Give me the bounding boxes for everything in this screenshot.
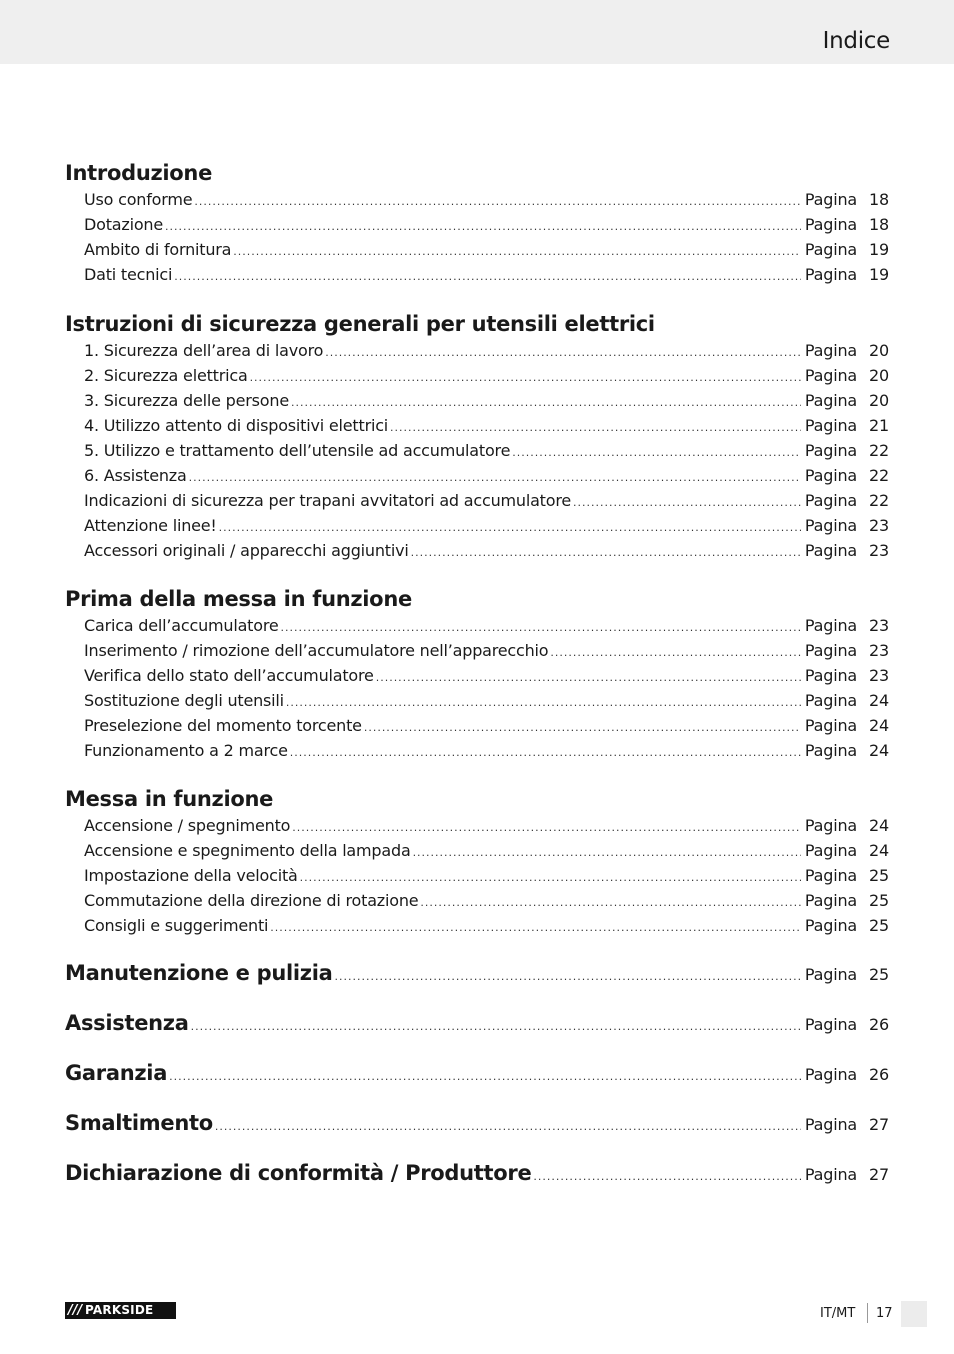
dot-leader bbox=[376, 665, 801, 690]
pagina-label: Pagina bbox=[804, 391, 857, 410]
page-number: 26 bbox=[869, 1015, 889, 1034]
toc-main-entry-label: Manutenzione e pulizia bbox=[65, 961, 333, 985]
section-title-introduzione: Introduzione bbox=[65, 161, 213, 185]
toc-entry[interactable] bbox=[65, 888, 889, 913]
pagina-label: Pagina bbox=[804, 541, 857, 560]
dot-leader bbox=[291, 390, 801, 415]
toc-main-entry[interactable] bbox=[65, 961, 889, 986]
toc-entry[interactable] bbox=[65, 212, 889, 237]
dot-leader bbox=[334, 964, 800, 989]
page-number: 20 bbox=[869, 341, 889, 360]
pagina-label: Pagina bbox=[804, 691, 857, 710]
toc-entry-label: Preselezione del momento torcente bbox=[84, 716, 362, 735]
page-number: 18 bbox=[869, 190, 889, 209]
section-title-messa-in-funzione: Messa in funzione bbox=[65, 787, 274, 811]
pagina-label: Pagina bbox=[804, 1015, 857, 1034]
dot-leader bbox=[533, 1164, 800, 1189]
pagina-label: Pagina bbox=[804, 1115, 857, 1134]
dot-leader bbox=[420, 890, 800, 915]
page-number: 27 bbox=[869, 1165, 889, 1184]
pagina-label: Pagina bbox=[804, 441, 857, 460]
toc-entry[interactable] bbox=[65, 638, 889, 663]
toc-entry-label: Inserimento / rimozione dell’accumulatore nell’apparecchio bbox=[84, 641, 549, 660]
dot-leader bbox=[215, 1114, 801, 1139]
dot-leader bbox=[290, 740, 801, 765]
toc-entry-label: Carica dell’accumulatore bbox=[84, 616, 279, 635]
page-number: 23 bbox=[869, 666, 889, 685]
header-band bbox=[0, 0, 954, 64]
toc-entry-label: Funzionamento a 2 marce bbox=[84, 741, 288, 760]
pagina-label: Pagina bbox=[804, 366, 857, 385]
footer-box bbox=[901, 1301, 927, 1327]
toc-entry-label: Commutazione della direzione di rotazione bbox=[84, 891, 419, 910]
dot-leader bbox=[250, 365, 801, 390]
toc-main-entry[interactable] bbox=[65, 1111, 889, 1136]
toc-entry-label: 4. Utilizzo attento di dispositivi elettrici bbox=[84, 416, 389, 435]
toc-entry-label: 3. Sicurezza delle persone bbox=[84, 391, 289, 410]
page-number: 20 bbox=[869, 366, 889, 385]
dot-leader bbox=[364, 715, 801, 740]
toc-entry[interactable] bbox=[65, 538, 889, 563]
toc-main-entry[interactable] bbox=[65, 1161, 889, 1186]
footer-divider bbox=[867, 1303, 868, 1323]
dot-leader bbox=[411, 540, 801, 565]
dot-leader bbox=[286, 690, 801, 715]
page-number: 22 bbox=[869, 441, 889, 460]
page-number: 24 bbox=[869, 816, 889, 835]
page-number: 22 bbox=[869, 466, 889, 485]
dot-leader bbox=[219, 515, 801, 540]
page-number: 25 bbox=[869, 866, 889, 885]
page-number-footer: 17 bbox=[876, 1306, 893, 1321]
toc-entry-label: Dati tecnici bbox=[84, 265, 173, 284]
page-number: 24 bbox=[869, 841, 889, 860]
toc-entry-label: 6. Assistenza bbox=[84, 466, 187, 485]
pagina-label: Pagina bbox=[804, 666, 857, 685]
toc-entry-label: 2. Sicurezza elettrica bbox=[84, 366, 248, 385]
page-number: 23 bbox=[869, 641, 889, 660]
page-number: 19 bbox=[869, 240, 889, 259]
dot-leader bbox=[281, 615, 801, 640]
page-title: Indice bbox=[822, 28, 890, 54]
toc-entry-label: 5. Utilizzo e trattamento dell’utensile ad accumulatore bbox=[84, 441, 511, 460]
page-number: 22 bbox=[869, 491, 889, 510]
dot-leader bbox=[270, 915, 801, 940]
toc-entry[interactable] bbox=[65, 713, 889, 738]
toc-entry-label: Accessori originali / apparecchi aggiuntivi bbox=[84, 541, 409, 560]
toc-entry[interactable] bbox=[65, 187, 889, 212]
page-number: 25 bbox=[869, 916, 889, 935]
toc-entry[interactable] bbox=[65, 863, 889, 888]
pagina-label: Pagina bbox=[804, 841, 857, 860]
toc-entry[interactable] bbox=[65, 838, 889, 863]
pagina-label: Pagina bbox=[804, 240, 857, 259]
toc-entry-label: Dotazione bbox=[84, 215, 164, 234]
toc-entry[interactable] bbox=[65, 613, 889, 638]
page-number: 25 bbox=[869, 891, 889, 910]
pagina-label: Pagina bbox=[804, 190, 857, 209]
toc-entry-label: 1. Sicurezza dell’area di lavoro bbox=[84, 341, 324, 360]
toc-entry[interactable] bbox=[65, 438, 889, 463]
section-title-istruzioni-sicurezza: Istruzioni di sicurezza generali per utensili elettrici bbox=[65, 312, 655, 336]
page-number: 18 bbox=[869, 215, 889, 234]
toc-main-entry-label: Dichiarazione di conformità / Produttore bbox=[65, 1161, 532, 1185]
page-number: 23 bbox=[869, 616, 889, 635]
toc-entry[interactable] bbox=[65, 237, 889, 262]
toc-entry[interactable] bbox=[65, 338, 889, 363]
toc-entry-label: Attenzione linee! bbox=[84, 516, 217, 535]
toc-entry[interactable] bbox=[65, 413, 889, 438]
toc-main-entry[interactable] bbox=[65, 1011, 889, 1036]
pagina-label: Pagina bbox=[804, 866, 857, 885]
toc-entry-label: Accensione / spegnimento bbox=[84, 816, 291, 835]
toc-entry[interactable] bbox=[65, 913, 889, 938]
toc-entry-label: Accensione e spegnimento della lampada bbox=[84, 841, 411, 860]
toc-main-entry-label: Garanzia bbox=[65, 1061, 168, 1085]
dot-leader bbox=[300, 865, 801, 890]
dot-leader bbox=[512, 440, 801, 465]
toc-entry-label: Verifica dello stato dell’accumulatore bbox=[84, 666, 374, 685]
toc-entry-label: Sostituzione degli utensili bbox=[84, 691, 284, 710]
page-number: 25 bbox=[869, 965, 889, 984]
dot-leader bbox=[174, 264, 801, 289]
toc-entry-label: Consigli e suggerimenti bbox=[84, 916, 269, 935]
pagina-label: Pagina bbox=[804, 716, 857, 735]
dot-leader bbox=[573, 490, 801, 515]
toc-entry-label: Indicazioni di sicurezza per trapani avvitatori ad accumulatore bbox=[84, 491, 572, 510]
toc-entry[interactable] bbox=[65, 262, 889, 287]
toc-entry-label: Impostazione della velocità bbox=[84, 866, 298, 885]
dot-leader bbox=[325, 340, 801, 365]
toc-main-entry-label: Smaltimento bbox=[65, 1111, 213, 1135]
pagina-label: Pagina bbox=[804, 491, 857, 510]
dot-leader bbox=[233, 239, 801, 264]
toc-entry[interactable] bbox=[65, 388, 889, 413]
toc-entry[interactable] bbox=[65, 738, 889, 763]
page-number: 23 bbox=[869, 541, 889, 560]
dot-leader bbox=[292, 815, 801, 840]
logo-slashes: /// bbox=[68, 1303, 83, 1318]
pagina-label: Pagina bbox=[804, 965, 857, 984]
toc-entry[interactable] bbox=[65, 813, 889, 838]
pagina-label: Pagina bbox=[804, 891, 857, 910]
dot-leader bbox=[189, 465, 801, 490]
toc-entry[interactable] bbox=[65, 663, 889, 688]
page-number: 19 bbox=[869, 265, 889, 284]
pagina-label: Pagina bbox=[804, 1065, 857, 1084]
pagina-label: Pagina bbox=[804, 741, 857, 760]
page-number: 24 bbox=[869, 716, 889, 735]
toc-entry[interactable] bbox=[65, 363, 889, 388]
pagina-label: Pagina bbox=[804, 616, 857, 635]
page-number: 24 bbox=[869, 691, 889, 710]
pagina-label: Pagina bbox=[804, 215, 857, 234]
pagina-label: Pagina bbox=[804, 641, 857, 660]
page-number: 21 bbox=[869, 416, 889, 435]
toc-entry-label: Uso conforme bbox=[84, 190, 193, 209]
language-code: IT/MT bbox=[820, 1306, 856, 1321]
dot-leader bbox=[165, 214, 801, 239]
toc-entry[interactable] bbox=[65, 463, 889, 488]
pagina-label: Pagina bbox=[804, 341, 857, 360]
toc-main-entry-label: Assistenza bbox=[65, 1011, 189, 1035]
page-number: 23 bbox=[869, 516, 889, 535]
page-number: 20 bbox=[869, 391, 889, 410]
dot-leader bbox=[413, 840, 801, 865]
logo-text: PARKSIDE bbox=[85, 1303, 154, 1317]
pagina-label: Pagina bbox=[804, 416, 857, 435]
page-number: 27 bbox=[869, 1115, 889, 1134]
pagina-label: Pagina bbox=[804, 466, 857, 485]
dot-leader bbox=[390, 415, 801, 440]
page-number: 24 bbox=[869, 741, 889, 760]
pagina-label: Pagina bbox=[804, 265, 857, 284]
pagina-label: Pagina bbox=[804, 816, 857, 835]
dot-leader bbox=[169, 1064, 801, 1089]
toc-entry[interactable] bbox=[65, 488, 889, 513]
dot-leader bbox=[194, 189, 801, 214]
pagina-label: Pagina bbox=[804, 1165, 857, 1184]
toc-main-entry[interactable] bbox=[65, 1061, 889, 1086]
dot-leader bbox=[550, 640, 801, 665]
section-title-prima-della-messa: Prima della messa in funzione bbox=[65, 587, 412, 611]
toc-entry[interactable] bbox=[65, 513, 889, 538]
pagina-label: Pagina bbox=[804, 916, 857, 935]
pagina-label: Pagina bbox=[804, 516, 857, 535]
toc-entry-label: Ambito di fornitura bbox=[84, 240, 232, 259]
dot-leader bbox=[191, 1014, 801, 1039]
page-number: 26 bbox=[869, 1065, 889, 1084]
parkside-logo bbox=[65, 1302, 176, 1319]
toc-entry[interactable] bbox=[65, 688, 889, 713]
